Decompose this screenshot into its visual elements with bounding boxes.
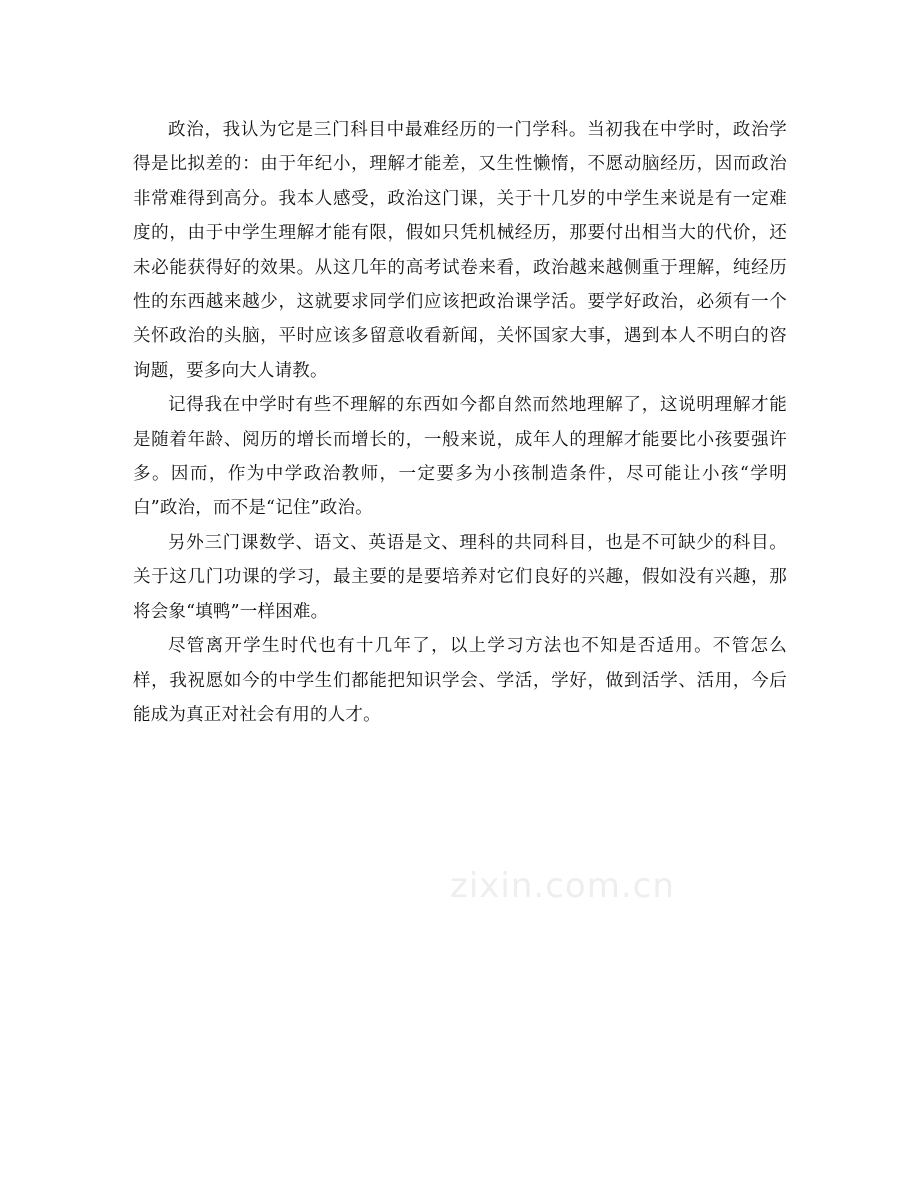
paragraph-4: 尽管离开学生时代也有十几年了，以上学习方法也不知是否适用。不管怎么样，我祝愿如今的中学生们都能把知识学会、学活，学好，做到活学、活用，今后能成为真正对社会有用的人才。 [133,636,787,725]
document-body [133,113,787,732]
paragraph-3: 另外三门课数学、语文、英语是文、理科的共同科目，也是不可缺少的科目。关于这几门功课的学习，最主要的是要培养对它们良好的兴趣，假如没有兴趣，那将会象“填鸭”一样困难。 [133,532,787,622]
paragraph-2: 记得我在中学时有些不理解的东西如今都自然而然地理解了，这说明理解才能是随着年龄、阅历的增长而增长的，一般来说，成年人的理解才能要比小孩要强许多。因而，作为中学政治教师，一定要多为小孩制造条件，尽可能让小孩“学明白”政治，而不是“记住”政治。 [133,395,787,519]
watermark: zixin.com.cn [450,866,675,906]
paragraph-1: 政治，我认为它是三门科目中最难经历的一门学科。当初我在中学时，政治学得是比拟差的：由于年纪小，理解才能差，又生性懒惰，不愿动脑经历，因而政治非常难得到高分。我本人感受，政治这门课，关于十几岁的中学生来说是有一定难度的，由于中学生理解才能有限，假如只凭机械经历，那要付出相当大的代价，还未必能获得好的效果。从这几年的高考试卷来看，政治越来越侧重于理解，纯经历性的东西越来越少，这就要求同学们应该把政治课学活。要学好政治，必须有一个关怀政治的头脑，平时应该多留意收看新闻，关怀国家大事，遇到本人不明白的咨询题，要多向大人请教。 [133,120,787,381]
